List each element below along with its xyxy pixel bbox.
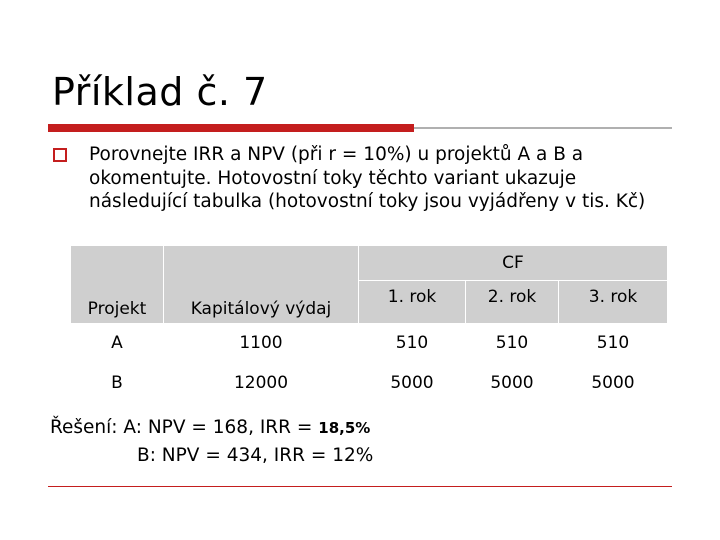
solution-a-irr: 18,5% [318,419,371,437]
cell-y3-b: 5000 [559,363,668,404]
table-row [71,324,668,363]
slide-title: Příklad č. 7 [52,70,268,114]
cash-flow-table [70,245,668,404]
title-underline-accent [48,124,414,132]
header-year-2: 2. rok [466,281,559,324]
cell-project-b: B [71,363,164,404]
solution-block [50,414,373,469]
header-projekt: Projekt [71,246,164,324]
cell-capex-b: 12000 [164,363,359,404]
header-year-3: 3. rok [559,281,668,324]
footer-rule [48,486,672,487]
cell-y2-a: 510 [466,324,559,363]
bullet-square-icon [53,148,67,162]
header-kapitalovy-vydaj: Kapitálový výdaj [164,246,359,324]
solution-line-b: B: NPV = 434, IRR = 12% [137,445,374,466]
solution-a-text: Řešení: A: NPV = 168, IRR = [50,417,319,438]
header-year-1: 1. rok [359,281,466,324]
solution-line-a [50,414,373,442]
cell-y3-a: 510 [559,324,668,363]
header-cf-group: CF [359,246,668,281]
bullet-text: Porovnejte IRR a NPV (při r = 10%) u projektů A a B a okomentujte. Hotovostní toky těchto variant ukazuje následující tabulka (hotovostní toky jsou vyjádřeny v tis. Kč) [89,144,646,212]
title-underline-gray [414,127,672,129]
cell-capex-a: 1100 [164,324,359,363]
table-row [71,363,668,404]
cell-y1-b: 5000 [359,363,466,404]
table-header-row-group [71,246,668,281]
cell-y1-a: 510 [359,324,466,363]
cell-y2-b: 5000 [466,363,559,404]
cell-project-a: A [71,324,164,363]
